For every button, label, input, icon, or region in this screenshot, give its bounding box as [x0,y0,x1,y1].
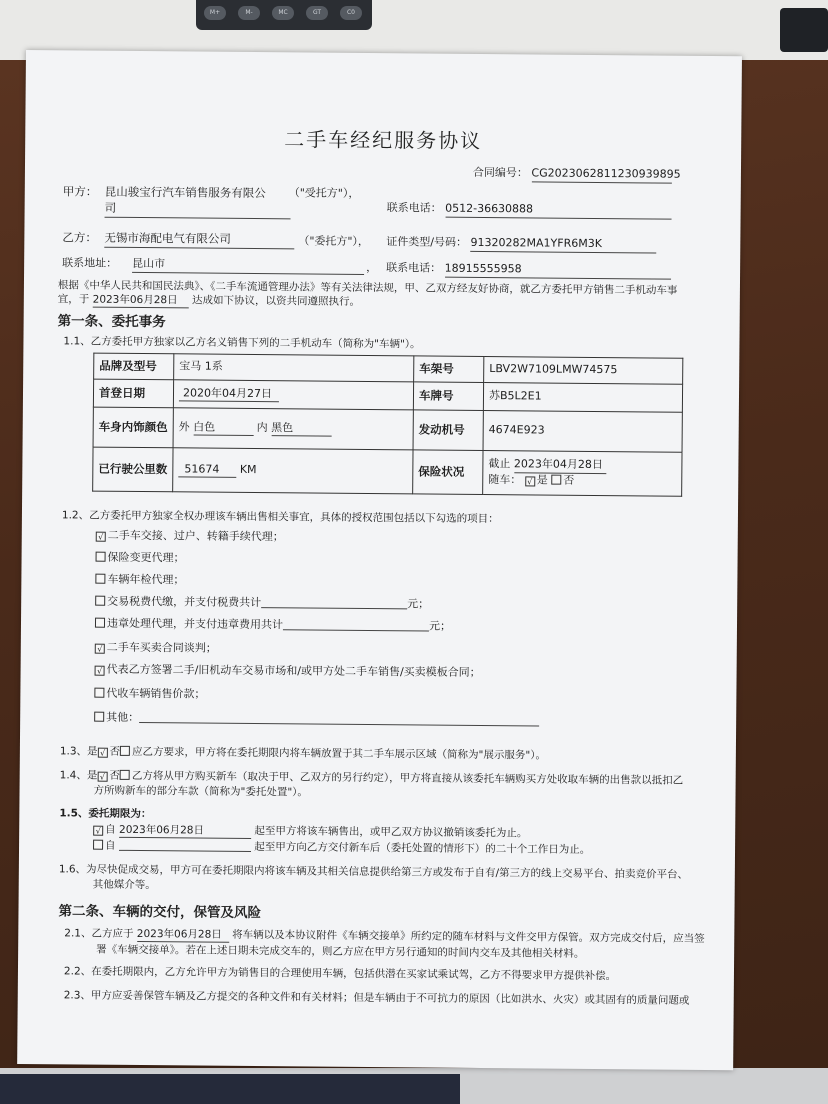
option-2-label: 保险变更代理； [107,550,185,565]
party-a-name-line1: 昆山骏宝行汽车销售服务有限公 [104,184,266,201]
clause-1-3-num: 1.3、 [59,745,88,758]
ext-label: 外 [178,419,190,434]
clause-1-4-no-checkbox[interactable] [120,770,130,780]
tax-amount-blank[interactable] [261,597,407,609]
clause-1-6-num: 1.6、 [58,863,87,876]
option-5-checkbox[interactable] [95,618,105,628]
vehicle-table [92,353,683,497]
plate-label: 车牌号 [413,382,483,411]
option-7 [95,663,481,681]
clause-1-4-text-2: 方所购新车的部分车款（简称为"委托处置"）。 [93,784,309,799]
id-label: 证件类型/号码： [386,235,468,249]
clause-1-3-yes: 是 [87,745,98,758]
option-7-label: 代表乙方签署二手/旧机动车交易市场和/或甲方处二手车销售/买卖模板合同； [106,662,481,679]
term-option-1-checkbox[interactable]: √ [93,826,103,836]
checkbox-yes[interactable]: √ [525,476,535,486]
no-label: 否 [563,473,575,487]
phone-label-2: 联系电话： [386,261,442,275]
party-a-phone [387,201,672,219]
reg-cell [173,380,413,410]
clause-2-1-prefix: 2.1、乙方应于 [64,927,134,940]
clause-1-3-no: 否 [109,745,121,758]
table-row [93,447,682,496]
term-from-label: 自 [105,823,116,836]
insurance-until [488,457,676,474]
article-2-title: 第二条、车辆的交付，保管及风险 [58,903,262,922]
floor-shadow [0,1074,460,1104]
clause-1-4-num: 1.4、 [59,769,87,782]
option-5 [95,617,451,635]
clause-1-4-no: 否 [109,769,120,782]
article-1-title: 第一条、委托事务 [57,313,166,331]
contract-no-value: CG2023062811230939895 [531,166,671,183]
calc-key: M+ [204,6,226,20]
calc-key: GT [306,6,328,20]
clause-1-3-no-checkbox[interactable] [120,746,130,756]
option-4-label: 交易税费代缴，并支付税费共计 [107,594,262,610]
yuan-unit: 元； [428,619,452,633]
intro-line-1: 根据《中华人民共和国民法典》、《二手车流通管理办法》等有关法律法规，甲、乙双方经友好协商，就乙方委托甲方销售二手机动车事 [57,279,678,297]
clause-2-1-text-1: 将车辆以及本协议附件《车辆交接单》所约定的随车材料与文件交甲方保管。双方完成交付后，应当签 [232,928,705,945]
term-option-2-text: 起至甲方向乙方交付新车后（委托处置的情形下）的二十个工作日为止。 [254,841,591,856]
engine-value: 4674E923 [483,411,682,453]
clause-1-4-yes-checkbox[interactable]: √ [97,772,107,782]
option-3 [95,573,184,589]
party-b-phone-value: 18915555958 [445,262,671,280]
mileage-cell [173,448,413,494]
other-blank[interactable] [139,712,539,726]
brand-label: 品牌及型号 [94,353,174,380]
clause-2-2-text: 2.2、在委托期限内，乙方允许甲方为销售目的合理使用车辆，包括供潜在买家试乘试驾，乙方不得要求甲方提供补偿。 [63,965,617,983]
comma: ， [366,260,378,275]
term-from-label-2: 自 [105,839,116,852]
reg-value: 2020年04月27日 [179,386,279,403]
option-8 [94,687,205,703]
contract-no-label: 合同编号： [472,165,529,180]
option-4 [95,595,429,613]
option-9 [94,711,539,730]
plate-value: 苏B5L2E1 [483,383,682,413]
party-b-id-value: 91320282MA1YFR6M3K [470,236,656,253]
color-label: 车身内饰颜色 [93,407,173,448]
option-3-label: 车辆年检代理； [107,572,185,587]
ins-with-label: 随车： [488,473,522,487]
insurance-label: 保险状况 [413,450,483,495]
mileage-unit: KM [239,462,257,476]
clause-2-3: 2.3、甲方应妥善保管车辆及乙方提交的各种文件和有关材料；但是车辆由于不可抗力的原因（比如洪水、火灾）或其固有的质量问题或 [63,989,690,1007]
clause-1-6-text-1: 为尽快促成交易，甲方可在委托期限内将该车辆及其相关信息提供给第三方或发布于自有/第三方的线上交易平台、拍卖竞价平台、 [86,863,689,881]
clause-2-1-text-2: 署《车辆交接单》。若在上述日期未完成交车的，则乙方应在甲方另行通知的时间内交车及其他相关材料。 [96,943,585,960]
table-row [93,407,682,452]
int-value: 黑色 [271,421,331,437]
engine-label: 发动机号 [413,410,483,451]
handover-date: 2023年06月28日 [137,927,229,943]
intro-line-2 [58,292,360,310]
vin-label: 车架号 [414,356,484,383]
clause-1-4-text-1: 乙方将从甲方购买新车（取决于甲、乙双方的另行约定），甲方将直接从该委托车辆购买方处收取车辆的出售款以抵扣乙 [131,769,684,787]
option-6-label: 二手车买卖合同谈判； [106,640,217,655]
reg-label: 首登日期 [93,379,173,408]
party-b-name: 无锡市海配电气有限公司 [104,231,294,249]
calc-key: MC [272,6,294,20]
violation-amount-blank[interactable] [283,619,429,631]
contract-number [472,165,681,184]
clause-1-2: 1.2、乙方委托甲方独家全权办理该车辆出售相关事宜，具体的授权范围包括以下勾选的项目： [61,509,499,526]
ins-date: 2023年04月28日 [514,457,606,474]
mileage-value: 51674 [178,462,236,478]
clause-1-5-title: 1.5、委托期限为： [59,807,152,821]
insurance-cell [483,451,682,497]
option-7-checkbox[interactable]: √ [95,666,105,676]
option-5-label: 违章处理代理，并支付违章费用共计 [106,616,284,632]
insurance-with-car [488,473,676,489]
option-6 [95,641,217,657]
party-b-label: 乙方： [62,230,97,245]
intro-prefix: 宜，于 [57,293,90,306]
clause-1-5-option-2 [93,839,590,858]
ext-value: 白色 [193,420,253,436]
color-cell [173,408,413,450]
address-label: 联系地址： [62,256,118,270]
keyboard-corner [780,8,828,52]
option-1 [96,529,284,545]
calc-key: C0 [340,6,362,20]
clause-1-3-text: 应乙方要求，甲方将在委托期限内将车辆放置于其二手车展示区域（简称为"展示服务"）。 [132,745,547,762]
yuan-unit: 元； [407,597,430,611]
ins-until-label: 截止 [488,457,511,471]
term-start-date: 2023年06月28日 [119,823,251,839]
option-8-checkbox[interactable] [94,688,104,698]
clause-1-6-text-2: 其他媒介等。 [92,878,156,892]
option-3-checkbox[interactable] [95,574,105,584]
party-a-name-line2: 司 [105,201,291,219]
calc-key: M- [238,6,260,20]
party-b-id [386,235,656,253]
option-2-checkbox[interactable] [96,552,106,562]
clause-2-2 [64,964,616,983]
party-b-phone [386,261,671,279]
option-9-label: 其他： [106,710,140,725]
brand-value: 宝马 1系 [174,354,414,382]
term-option-1-text: 起至甲方将该车辆售出，或甲乙双方协议撤销该委托为止。 [254,825,528,840]
page-title: 二手车经纪服务协议 [284,127,483,153]
option-4-checkbox[interactable] [95,596,105,606]
option-6-checkbox[interactable]: √ [95,644,105,654]
phone-label: 联系电话： [386,201,442,215]
clause-1-1: 1.1、乙方委托甲方独家以乙方名义销售下列的二手机动车（简称为"车辆"）。 [63,335,421,351]
yes-label: 是 [536,473,548,487]
party-a-role: （"受托方"）， [288,186,360,200]
term-option-2-checkbox[interactable] [93,840,103,850]
party-a-label: 甲方： [62,184,98,199]
contract-paper [17,50,742,1070]
calculator [196,0,372,30]
intro-date: 2023年06月28日 [93,293,189,309]
int-label: 内 [256,420,268,434]
option-1-label: 二手车交接、过户、转籍手续代理； [107,528,284,544]
vin-value: LBV2W7109LMW74575 [484,357,683,385]
option-1-checkbox[interactable]: √ [96,532,106,542]
party-b-role: （"委托方"）， [298,234,370,248]
mileage-label: 已行驶公里数 [93,447,173,492]
term-start-date-blank[interactable] [119,840,251,852]
option-2 [96,551,185,567]
intro-suffix: 达成如下协议，以资共同遵照执行。 [191,294,361,308]
option-8-label: 代收车辆销售价款； [106,686,206,701]
party-a-phone-value: 0512-36630888 [445,202,671,220]
clause-1-3 [60,744,546,762]
option-9-checkbox[interactable] [94,712,104,722]
clause-1-4-yes: 是 [86,769,98,782]
clause-1-3-yes-checkbox[interactable]: √ [98,748,108,758]
checkbox-no[interactable] [551,475,561,485]
address-value: 昆山市 [132,257,364,275]
